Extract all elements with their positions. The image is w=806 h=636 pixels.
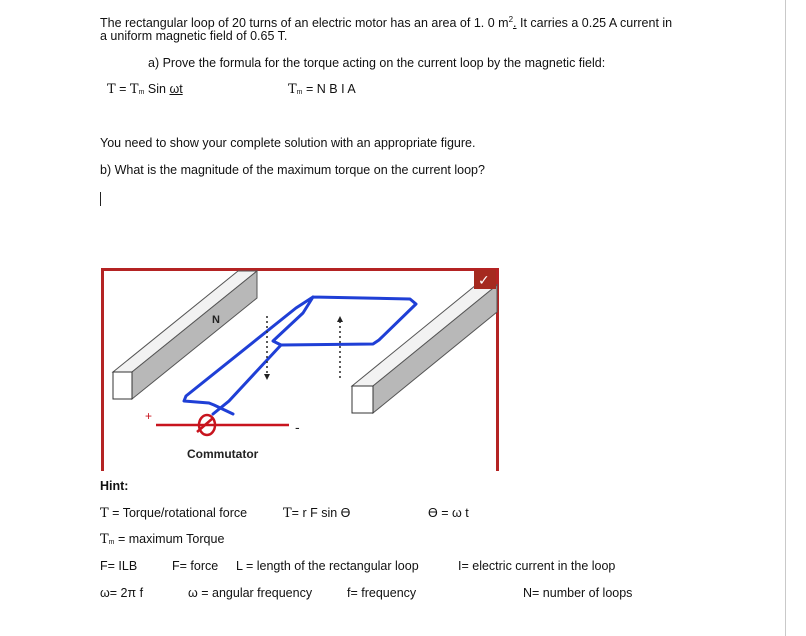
negative-sign: - <box>295 419 300 435</box>
north-pole-label: N <box>212 314 220 326</box>
max-torque-formula: Tm = N B I A <box>288 82 356 97</box>
text-cursor[interactable] <box>100 192 101 206</box>
problem-line-2: a uniform magnetic field of 0.65 T. <box>100 29 288 43</box>
current-loop-lead <box>213 345 281 414</box>
hint-max-torque: Tm = maximum Torque <box>100 532 225 547</box>
hint-title: Hint: <box>100 479 129 493</box>
check-icon: ✓ <box>478 273 490 289</box>
hint-frequency-label: f= frequency <box>347 586 417 600</box>
torque-formula: T = Tm Sin ωt <box>107 82 183 97</box>
instruction-text: You need to show your complete solution with an appropriate figure. <box>100 136 476 150</box>
hint-angle-equation: ϴ = ω t <box>428 506 469 520</box>
hint-omega-formula: ω= 2π f <box>100 586 144 600</box>
hint-loops-label: N= number of loops <box>523 586 633 600</box>
hint-torque-definition: T = Torque/rotational force <box>100 506 248 521</box>
problem-line-1: The rectangular loop of 20 turns of an electric motor has an area of 1. 0 $m^2$. It carries a 0.25 A current in <box>100 15 673 30</box>
hint-omega-label: ω = angular frequency <box>188 586 313 600</box>
commutator-label: Commutator <box>187 447 259 461</box>
right-magnet-bar <box>352 285 497 413</box>
hint-length-label: L = length of the rectangular loop <box>236 559 419 573</box>
part-a-question: a) Prove the formula for the torque acting on the current loop by the magnetic field: <box>148 56 606 70</box>
motor-figure <box>101 268 499 471</box>
hint-torque-equation: T= r F sin ϴ <box>283 506 351 521</box>
left-magnet-bar <box>113 271 257 399</box>
hint-force-label: F= force <box>172 559 219 573</box>
hint-current-label: I= electric current in the loop <box>458 559 616 573</box>
hint-force-formula: F= ILB <box>100 559 138 573</box>
positive-sign: + <box>145 409 153 423</box>
part-b-question: b) What is the magnitude of the maximum torque on the current loop? <box>100 163 485 177</box>
